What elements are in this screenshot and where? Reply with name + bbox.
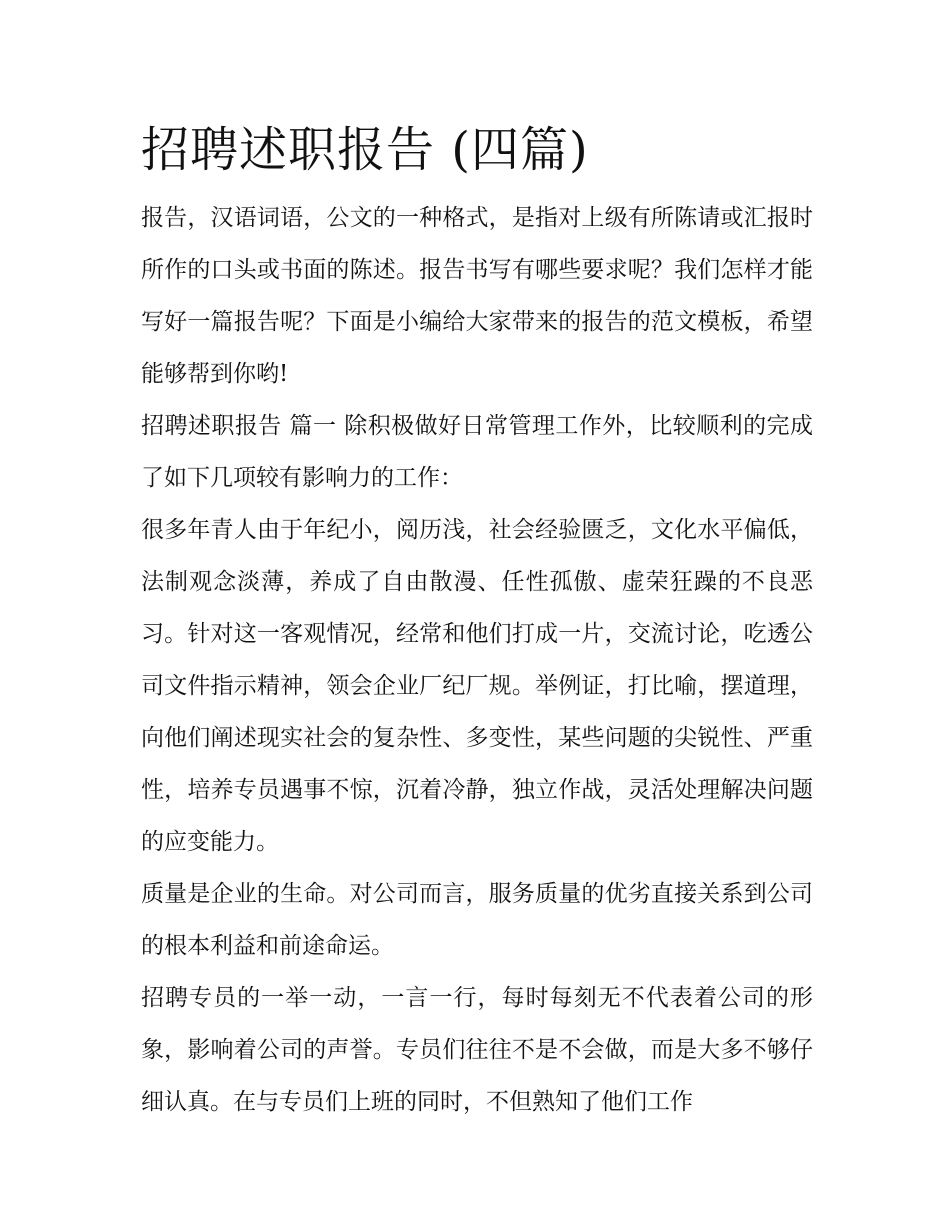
paragraph-quality: 质量是企业的生命。对公司而言，服务质量的优劣直接关系到公司的根本利益和前途命运。 [141,881,813,959]
paragraph-intro: 报告，汉语词语，公文的一种格式，是指对上级有所陈请或汇报时所作的口头或书面的陈述。报告书写有哪些要求呢？我们怎样才能写好一篇报告呢？下面是小编给大家带来的报告的范文模板，希望能够帮到你哟! [141,205,813,387]
page-title: 招聘述职报告 (四篇) [141,122,589,178]
paragraph-youth-education: 很多年青人由于年纪小，阅历浅，社会经验匮乏，文化水平偏低，法制观念淡薄，养成了自由散漫、任性孤傲、虚荣狂躁的不良恶习。针对这一客观情况，经常和他们打成一片，交流讨论，吃透公司文件指示精神，领会企业厂纪厂规。举例证，打比喻，摆道理，向他们阐述现实社会的复杂性、多变性，某些问题的尖锐性、严重性，培养专员遇事不惊，沉着冷静，独立作战，灵活处理解决问题的应变能力。 [141,517,813,855]
paragraph-section-one-heading: 招聘述职报告 篇一 除积极做好日常管理工作外，比较顺利的完成了如下几项较有影响力的工作： [141,413,813,491]
document-body [141,118,813,1128]
paragraph-staff-image: 招聘专员的一举一动，一言一行，每时每刻无不代表着公司的形象，影响着公司的声誉。专员们往往不是不会做，而是大多不够仔细认真。在与专员们上班的同时，不但熟知了他们工作 [141,985,813,1115]
